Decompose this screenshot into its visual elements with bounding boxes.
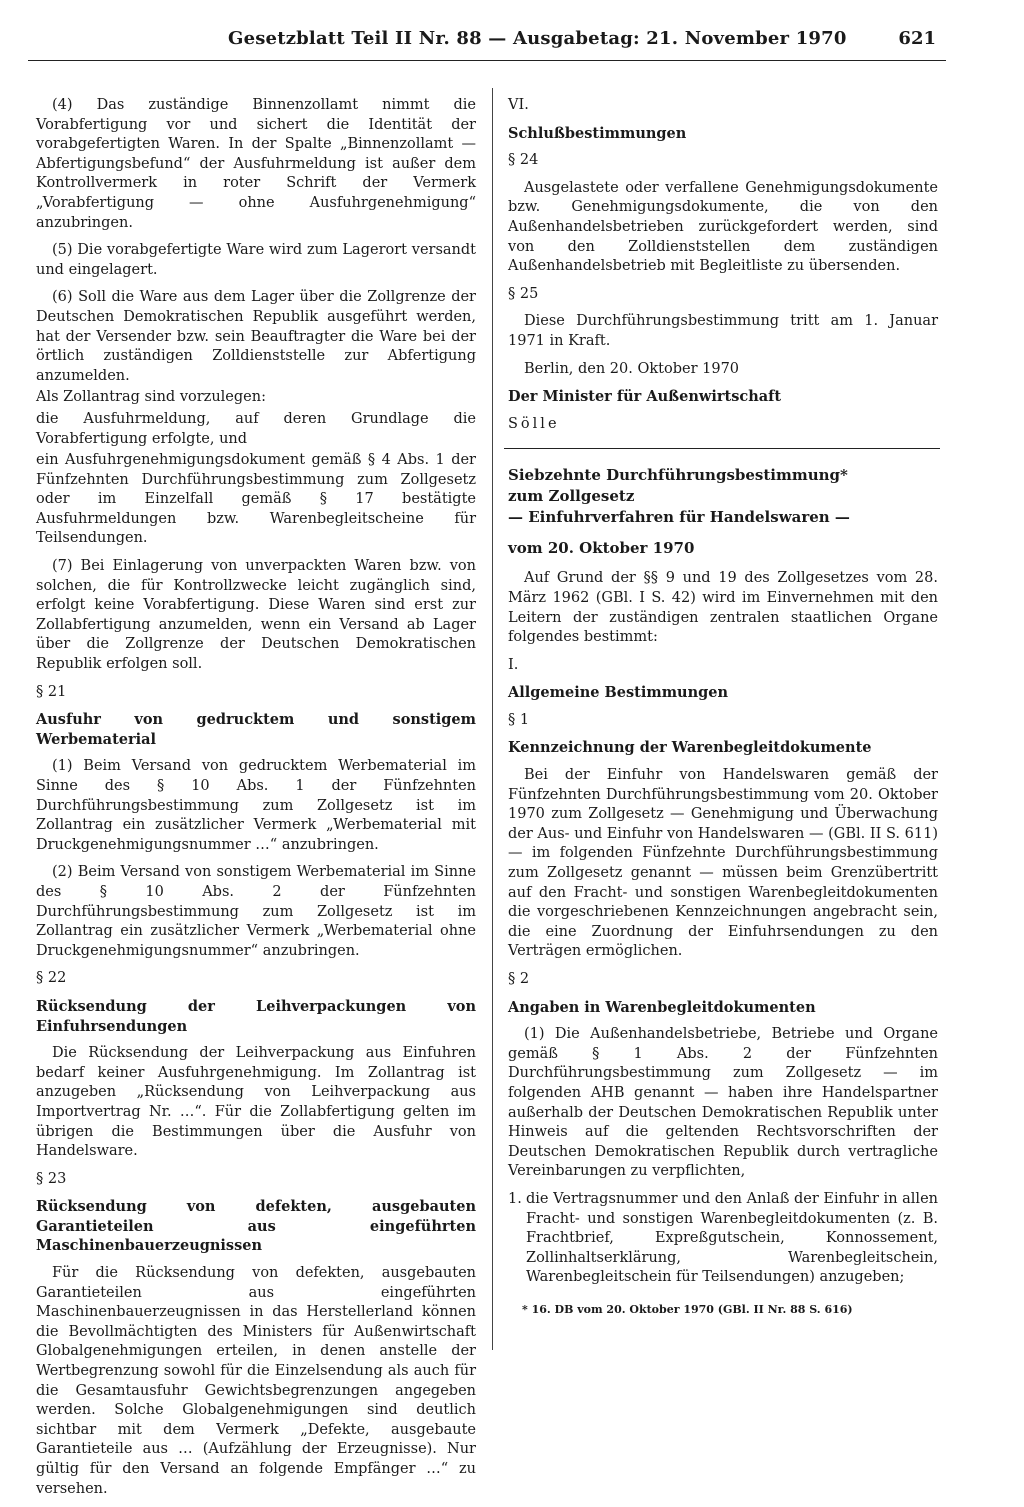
section-24-paragraph: Ausgelastete oder verfallene Genehmigungsdokumente bzw. Genehmigungsdokumente, die von den Außenhandelsbetrieben zurückgefordert werden, sind von den Zolldienststellen dem zuständigen Außenhandelsbetrieb mit Begleitliste zu übersenden. <box>508 179 938 275</box>
new-section-2-title: Angaben in Warenbegleitdokumenten <box>508 998 816 1016</box>
page-header <box>28 14 946 62</box>
new-section-2-paragraph-1: (1) Die Außenhandelsbetriebe, Betriebe und Organe gemäß § 1 Abs. 2 der Fünfzehnten Durchführungsbestimmung zum Zollgesetz — im folgenden AHB genannt — haben ihre Handelspartner außerhalb der Deutschen Demokratischen Republik unter Hinweis auf die geltenden Rechtsvorschriften der Deutschen Demokratischen Republik durch vertragliche Vereinbarungen zu verpflichten, <box>508 1026 938 1180</box>
section-21-paragraph-1: (1) Beim Versand von gedrucktem Werbematerial im Sinne des § 10 Abs. 1 der Fünfzehnten Durchführungsbestimmung zum Zollgesetz ist im Zollantrag ein zusätzlicher Vermerk „Werbematerial mit Druckgenehmigungsnummer …“ anzubringen. <box>36 758 476 853</box>
section-25-number: § 25 <box>508 285 539 302</box>
page-number: 621 <box>898 28 936 49</box>
section-22-number: § 22 <box>36 970 67 987</box>
list-item-text: die Vertragsnummer und den Anlaß der Einfuhr in allen Fracht- und sonstigen Warenbegleitdokumenten (z. B. Frachtbrief, Expreßgutschein, Konnossement, Zollinhaltserklärung, Warenbegleitschein, Warenbegleitschein für Teilsendungen) anzugeben; <box>526 1190 938 1286</box>
paragraph-6-item-b: ein Ausfuhrgenehmigungsdokument gemäß § 4 Abs. 1 der Fünfzehnten Durchführungsbestimmung zum Zollgesetz oder im Einzelfall gemäß § 17 bestätigte Ausfuhrmeldungen bzw. Warenbegleitscheine für Teilsendungen. <box>36 452 476 547</box>
place-and-date: Berlin, den 20. Oktober 1970 <box>524 360 740 377</box>
section-22-title: Rücksendung der Leihverpackungen von Einfuhrsendungen <box>36 997 476 1035</box>
paragraph-6: (6) Soll die Ware aus dem Lager über die Zollgrenze der Deutschen Demokratischen Republik ausgeführt werden, hat der Versender bzw. sein Beauftragter die Ware bei der örtlich zuständigen Zolldienststelle zur Abfertigung anzumelden. <box>36 289 476 384</box>
section-24-number: § 24 <box>508 152 539 169</box>
part-1-number: I. <box>508 656 519 673</box>
part-1-title: Allgemeine Bestimmungen <box>508 684 729 702</box>
section-divider <box>504 448 940 449</box>
paragraph-4: (4) Das zuständige Binnenzollamt nimmt die Vorabfertigung vor und sichert die Identität der vorabgefertigten Waren. In der Spalte „Binnenzollamt — Abfertigungsbefund“ der Ausfuhrmeldung ist außer dem Kontrollvermerk in roter Schrift der Vermerk „Vorabfertigung — ohne Ausfuhrgenehmigung“ anzubringen. <box>36 97 476 231</box>
section-23-title: Rücksendung von defekten, ausgebauten Garantieteilen aus eingeführten Maschinenbauerzeugnissen <box>36 1198 476 1255</box>
footnote: * 16. DB vom 20. Oktober 1970 (GBl. II Nr. 88 S. 616) <box>522 1302 853 1316</box>
column-divider <box>492 88 493 1350</box>
list-item-number: 1. <box>508 1190 522 1207</box>
new-section-1-paragraph: Bei der Einfuhr von Handelswaren gemäß der Fünfzehnten Durchführungsbestimmung vom 20. Oktober 1970 zum Zollgesetz — Genehmigung und Überwachung der Aus- und Einfuhr von Handelswaren — (GBl. II S. 611) — im folgenden Fünfzehnte Durchführungsbestimmung zum Zollgesetz genannt — müssen beim Grenzübertritt auf den Fracht- und sonstigen Warenbegleitdokumenten die vorgeschriebenen Kennzeichnungen angebracht sein, die eine Zuordnung der Einfuhrsendungen zu den Verträgen ermöglichen. <box>508 767 938 960</box>
section-23-paragraph: Für die Rücksendung von defekten, ausgebauten Garantieteilen aus eingeführten Maschinenbauerzeugnissen in das Herstellerland können die Bevollmächtigten des Ministers für Außenwirtschaft Globalgenehmigungen erteilen, in denen anstelle der Wertbegrenzung sowohl für die Einzelsendung als auch für die Gesamtausfuhr Gewichtsbegrenzungen angegeben werden. Solche Globalgenehmigungen sind deutlich sichtbar mit dem Vermerk „Defekte, ausgebaute Garantieteile aus … (Aufzählung der Erzeugnisse). Nur gültig für den Versand an folgende Empfänger …“ zu versehen. <box>36 1265 476 1497</box>
section-23-number: § 23 <box>36 1170 67 1187</box>
preamble: Auf Grund der §§ 9 und 19 des Zollgesetzes vom 28. März 1962 (GBl. I S. 42) wird im Einvernehmen mit den Leitern der zuständigen zentralen staatlichen Organe folgendes bestimmt: <box>508 570 938 646</box>
new-section-1-number: § 1 <box>508 711 530 728</box>
right-column <box>508 96 938 1320</box>
minister-title: Der Minister für Außenwirtschaft <box>508 388 782 406</box>
paragraph-6-intro: Als Zollantrag sind vorzulegen: <box>36 389 266 406</box>
paragraph-5: (5) Die vorabgefertigte Ware wird zum Lagerort versandt und eingelagert. <box>36 242 476 278</box>
new-section-1-title: Kennzeichnung der Warenbegleitdokumente <box>508 739 872 757</box>
regulation-title-line-1: Siebzehnte Durchführungsbestimmung* <box>508 466 848 485</box>
section-21-paragraph-2: (2) Beim Versand von sonstigem Werbematerial im Sinne des § 10 Abs. 2 der Fünfzehnten Durchführungsbestimmung zum Zollgesetz ist im Zollantrag ein zusätzlicher Vermerk „Werbematerial ohne Druckgenehmigungsnummer“ anzubringen. <box>36 864 476 959</box>
regulation-date: vom 20. Oktober 1970 <box>508 539 695 558</box>
minister-signature: Sölle <box>508 415 560 432</box>
paragraph-6-item-a: die Ausfuhrmeldung, auf deren Grundlage die Vorabfertigung erfolgte, und <box>36 410 476 447</box>
section-21-number: § 21 <box>36 683 67 700</box>
header-title: Gesetzblatt Teil II Nr. 88 — Ausgabetag: 21. November 1970 <box>228 28 847 49</box>
part-6-number: VI. <box>508 97 529 113</box>
regulation-title-line-3: — Einfuhrverfahren für Handelswaren — <box>508 508 850 527</box>
regulation-title-line-2: zum Zollgesetz <box>508 487 635 506</box>
part-6-title: Schlußbestimmungen <box>508 124 687 142</box>
new-section-2-number: § 2 <box>508 971 530 987</box>
section-21-title: Ausfuhr von gedrucktem und sonstigem Werbematerial <box>36 711 476 748</box>
new-section-2-list-item-1 <box>508 1190 938 1288</box>
section-22-paragraph: Die Rücksendung der Leihverpackung aus Einfuhren bedarf keiner Ausfuhrgenehmigung. Im Zollantrag ist anzugeben „Rücksendung von Leihverpackung aus Importvertrag Nr. …“. Für die Zollabfertigung gelten im übrigen die Bestimmungen über die Ausfuhr von Handelsware. <box>36 1045 476 1160</box>
section-25-paragraph: Diese Durchführungsbestimmung tritt am 1. Januar 1971 in Kraft. <box>508 313 938 349</box>
header-rule <box>28 60 946 61</box>
left-column <box>36 96 476 1507</box>
paragraph-7: (7) Bei Einlagerung von unverpackten Waren bzw. von solchen, die für Kontrollzwecke leicht zugänglich sind, erfolgt keine Vorabfertigung. Diese Waren sind erst zur Zollabfertigung anzumelden, wenn ein Versand ab Lager über die Zollgrenze der Deutschen Demokratischen Republik erfolgen soll. <box>36 558 476 673</box>
